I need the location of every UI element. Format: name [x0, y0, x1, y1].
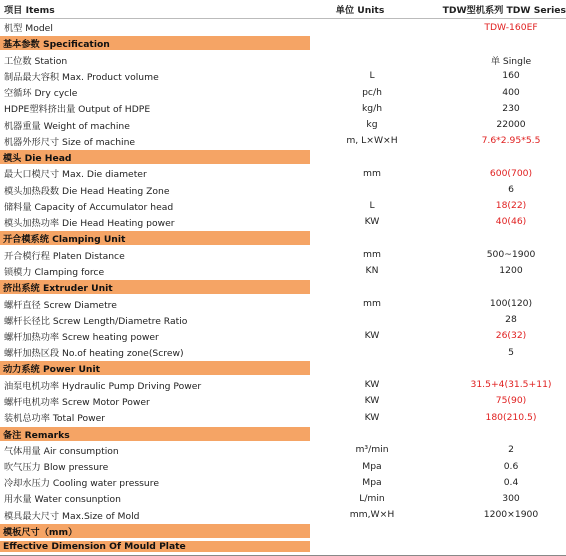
row-value: 7.6*2.95*5.5: [481, 135, 541, 147]
row-label: 锁模力 Clamping force: [4, 266, 105, 278]
table-row: [0, 474, 566, 490]
row-unit: KW: [364, 395, 380, 407]
row-value: 40(46): [495, 216, 527, 228]
row-value: 6: [508, 184, 514, 196]
series-column-header: TDW型机系列 TDW Series: [442, 5, 566, 16]
row-unit: L: [369, 200, 375, 212]
row-unit: KW: [364, 379, 380, 391]
section-header: [0, 279, 566, 296]
table-row: [0, 393, 566, 409]
row-value: 0.4: [503, 476, 519, 488]
row-value: 230: [502, 102, 520, 114]
row-value: 1200: [499, 265, 523, 277]
row-label: 用水量 Water consunption: [4, 494, 121, 506]
items-column-header: 项目 Items: [4, 5, 55, 16]
row-value: 26(32): [495, 330, 527, 342]
table-row: [0, 490, 566, 506]
section-title: 模头 Die Head: [0, 150, 310, 164]
table-row: [0, 198, 566, 214]
model-label: 机型 Model: [4, 23, 53, 35]
row-label: 储料量 Capacity of Accumulator head: [4, 201, 174, 213]
table-row: [0, 214, 566, 230]
row-label: 螺杆长径比 Screw Length/Diametre Ratio: [4, 315, 188, 327]
section-header: [0, 360, 566, 377]
section-title: 挤出系统 Extruder Unit: [0, 280, 310, 294]
row-unit: kg/h: [361, 102, 383, 114]
row-label: 机器外形尺寸 Size of machine: [4, 136, 136, 148]
row-value: 2: [508, 444, 514, 456]
section-title: 开合模系统 Clamping Unit: [0, 231, 310, 245]
row-label: 工位数 Station: [4, 55, 68, 67]
row-unit: pc/h: [362, 86, 382, 98]
table-row: [0, 182, 566, 198]
section-header: [0, 149, 566, 166]
section-header: [0, 35, 566, 52]
row-value: 单 Single: [490, 55, 532, 67]
row-label: 机器重量 Weight of machine: [4, 120, 130, 132]
row-value: 31.5+4(31.5+11): [470, 379, 552, 391]
row-label: 空循环 Dry cycle: [4, 88, 78, 100]
row-label: 模头加热功率 Die Head Heating power: [4, 217, 175, 229]
table-row: [0, 100, 566, 116]
model-value: TDW-160EF: [484, 21, 538, 33]
table-row: [0, 165, 566, 181]
section-title: 动力系统 Power Unit: [0, 361, 310, 375]
mould-plate-title-en: Effective Dimension Of Mould Plate: [0, 541, 310, 552]
row-value: 75(90): [495, 395, 527, 407]
table-row: [0, 507, 566, 523]
table-row: [0, 458, 566, 474]
table-row: [0, 116, 566, 132]
row-label: 最大口模尺寸 Max. Die diameter: [4, 169, 147, 181]
row-unit: Mpa: [362, 460, 382, 472]
row-unit: Mpa: [362, 476, 382, 488]
row-value: 160: [502, 70, 520, 82]
table-row: [0, 133, 566, 149]
row-value: 400: [502, 86, 520, 98]
table-row: [0, 344, 566, 360]
row-value: 28: [505, 314, 517, 326]
row-unit: m³/min: [355, 444, 389, 456]
section-header: [0, 230, 566, 247]
row-label: 开合模行程 Platen Distance: [4, 250, 125, 262]
table-row: [0, 52, 566, 68]
row-unit: KN: [365, 265, 379, 277]
row-unit: m, L×W×H: [346, 135, 398, 147]
table-row: [0, 84, 566, 100]
row-label: HDPE塑料挤出量 Output of HDPE: [4, 104, 151, 116]
row-label: 螺杆加热功率 Screw heating power: [4, 331, 159, 343]
table-row: [0, 263, 566, 279]
row-value: 0.6: [503, 460, 519, 472]
table-row: [0, 247, 566, 263]
row-unit: KW: [364, 411, 380, 423]
row-label: 螺杆电机功率 Screw Motor Power: [4, 396, 150, 408]
row-label: 制品最大容积 Max. Product volume: [4, 71, 159, 83]
row-value: 600(700): [489, 167, 533, 179]
row-label: 装机总功率 Total Power: [4, 413, 106, 425]
table-header: [0, 0, 566, 19]
section-title: 基本参数 Specification: [0, 36, 310, 50]
row-value: 180(210.5): [485, 411, 537, 423]
row-value: 300: [502, 492, 520, 504]
row-label: 螺杆加热区段 No.of heating zone(Screw): [4, 348, 184, 360]
table-row: [0, 295, 566, 311]
units-column-header: 单位 Units: [335, 5, 385, 16]
table-row: [0, 442, 566, 458]
mould-plate-section-title-1: [0, 523, 566, 539]
row-unit: L: [369, 70, 375, 82]
row-label: 螺杆直径 Screw Diametre: [4, 299, 117, 311]
table-row: [0, 409, 566, 425]
table-row: [0, 328, 566, 344]
model-row: [0, 19, 566, 35]
mould-plate-title-zh: 模板尺寸（mm）: [0, 524, 310, 538]
row-unit: mm: [363, 249, 381, 261]
row-label: 油泵电机功率 Hydraulic Pump Driving Power: [4, 380, 202, 392]
row-value: 500~1900: [486, 249, 536, 261]
table-row: [0, 377, 566, 393]
section-title: 备注 Remarks: [0, 427, 310, 441]
row-unit: mm: [363, 167, 381, 179]
row-value: 18(22): [495, 200, 527, 212]
row-value: 22000: [496, 119, 526, 131]
row-unit: kg: [366, 119, 378, 131]
table-row: [0, 68, 566, 84]
sections-container: [0, 35, 566, 523]
row-label: 吹气压力 Blow pressure: [4, 462, 109, 474]
row-label: 冷却水压力 Cooling water pressure: [4, 478, 159, 490]
row-value: 100(120): [489, 298, 533, 310]
row-unit: L/min: [359, 492, 385, 504]
row-unit: KW: [364, 330, 380, 342]
row-label: 模头加热段数 Die Head Heating Zone: [4, 185, 170, 197]
section-header: [0, 425, 566, 442]
row-label: 气体用量 Air consumption: [4, 445, 119, 457]
row-value: 5: [508, 346, 514, 358]
table-row: [0, 312, 566, 328]
row-label: 模具最大尺寸 Max.Size of Mold: [4, 510, 140, 522]
mould-plate-section-title-2: [0, 539, 566, 556]
row-unit: mm: [363, 298, 381, 310]
row-unit: mm,W×H: [349, 509, 395, 521]
row-value: 1200×1900: [483, 509, 539, 521]
row-unit: KW: [364, 216, 380, 228]
